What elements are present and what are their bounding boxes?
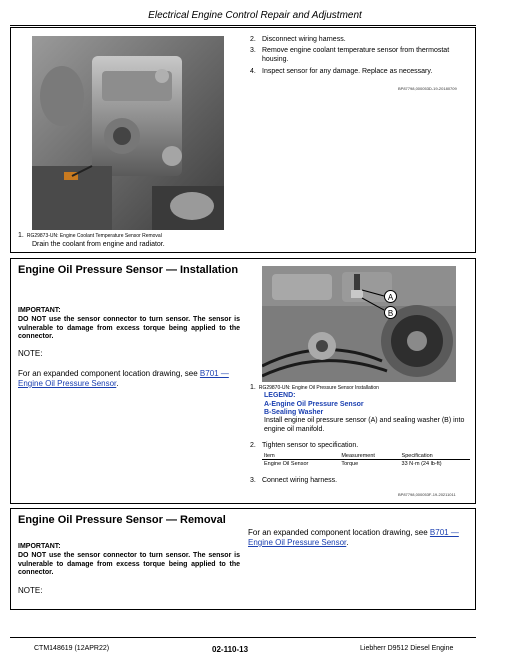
oil-legend bbox=[264, 392, 364, 418]
coolant-photo-caption: 1. RG29873-UN: Engine Coolant Temperature Sensor Removal bbox=[18, 232, 162, 239]
spec-cell-specification: 33 N·m (24 lb-ft) bbox=[401, 460, 442, 467]
b701-link[interactable]: B701 — Engine Oil Pressure Sensor bbox=[248, 528, 459, 547]
spec-table-header bbox=[262, 452, 470, 460]
coolant-sensor-photo bbox=[32, 36, 224, 230]
spec-header-measurement: Measurement bbox=[339, 452, 399, 460]
spec-cell-item: Engine Oil Sensor bbox=[264, 460, 309, 467]
oil-installation-title: Engine Oil Pressure Sensor — Installation bbox=[18, 264, 239, 276]
coolant-step-1: Drain the coolant from engine and radiator. bbox=[32, 241, 165, 248]
b701-link[interactable]: B701 — Engine Oil Pressure Sensor bbox=[18, 369, 229, 388]
oil-sensor-photo bbox=[262, 266, 456, 382]
oil-step-1: Install engine oil pressure sensor (A) and sealing washer (B) into engine oil manifold. bbox=[264, 417, 465, 433]
oil-removal-note: NOTE: bbox=[18, 586, 43, 595]
coolant-step-4: 4. Inspect sensor for any damage. Replace as necessary. bbox=[250, 68, 433, 75]
oil-step-3: 3. Connect wiring harness. bbox=[250, 477, 338, 484]
header-rule bbox=[10, 25, 476, 26]
oil-photo-caption: 1. RG29870-UN: Engine Oil Pressure Sensor Installation bbox=[250, 384, 379, 391]
engine-coolant-sensor-image bbox=[32, 36, 224, 230]
oil-removal-location-text: For an expanded component location drawing, see B701 — Engine Oil Pressure Sensor. bbox=[248, 528, 459, 547]
callout-a: A bbox=[384, 290, 397, 303]
spec-cell-measurement: Torque bbox=[341, 460, 359, 467]
oil-installation-important-text: DO NOT use the sensor connector to turn sensor. The sensor is vulnerable to damage from excess torque being applied to the connector. bbox=[18, 316, 240, 340]
spec-header-specification: Specification bbox=[400, 452, 470, 460]
oil-installation-important-heading: IMPORTANT: bbox=[18, 307, 61, 314]
oil-removal-title: Engine Oil Pressure Sensor — Removal bbox=[18, 514, 226, 526]
callout-b: B bbox=[384, 306, 397, 319]
engine-oil-sensor-image bbox=[262, 266, 456, 382]
coolant-step-2: 2. Disconnect wiring harness. bbox=[250, 36, 346, 43]
coolant-step-3: 3. Remove engine coolant temperature sensor from thermostat housing. bbox=[250, 47, 450, 63]
footer-rule bbox=[10, 637, 476, 638]
coolant-reference-code: BP87798,000053D-19-20180709 bbox=[398, 86, 457, 91]
footer-page-number: 02-110-13 bbox=[212, 645, 249, 654]
legend-item-b: B-Sealing Washer bbox=[264, 409, 324, 416]
spec-header-item: Item bbox=[262, 452, 339, 460]
oil-installation-note: NOTE: bbox=[18, 349, 43, 358]
oil-removal-important-heading: IMPORTANT: bbox=[18, 543, 61, 550]
oil-installation-location-text: For an expanded component location drawing, see B701 — Engine Oil Pressure Sensor. bbox=[18, 369, 229, 388]
torque-spec-table bbox=[262, 452, 470, 467]
legend-item-a: A-Engine Oil Pressure Sensor bbox=[264, 400, 364, 408]
oil-installation-reference-code: BP87798,000053F-19-20211011 bbox=[398, 492, 456, 497]
table-row bbox=[262, 460, 470, 468]
page-header-title: Electrical Engine Control Repair and Adjustment bbox=[148, 10, 362, 21]
footer-manual-title: Liebherr D9512 Diesel Engine bbox=[360, 645, 454, 652]
oil-removal-important-text: DO NOT use the sensor connector to turn sensor. The sensor is vulnerable to damage from excess torque being applied to the connector. bbox=[18, 552, 240, 576]
oil-step-2: 2. Tighten sensor to specification. bbox=[250, 442, 359, 449]
footer-document-id: CTM148619 (12APR22) bbox=[34, 645, 110, 652]
legend-heading: LEGEND: bbox=[264, 392, 296, 399]
